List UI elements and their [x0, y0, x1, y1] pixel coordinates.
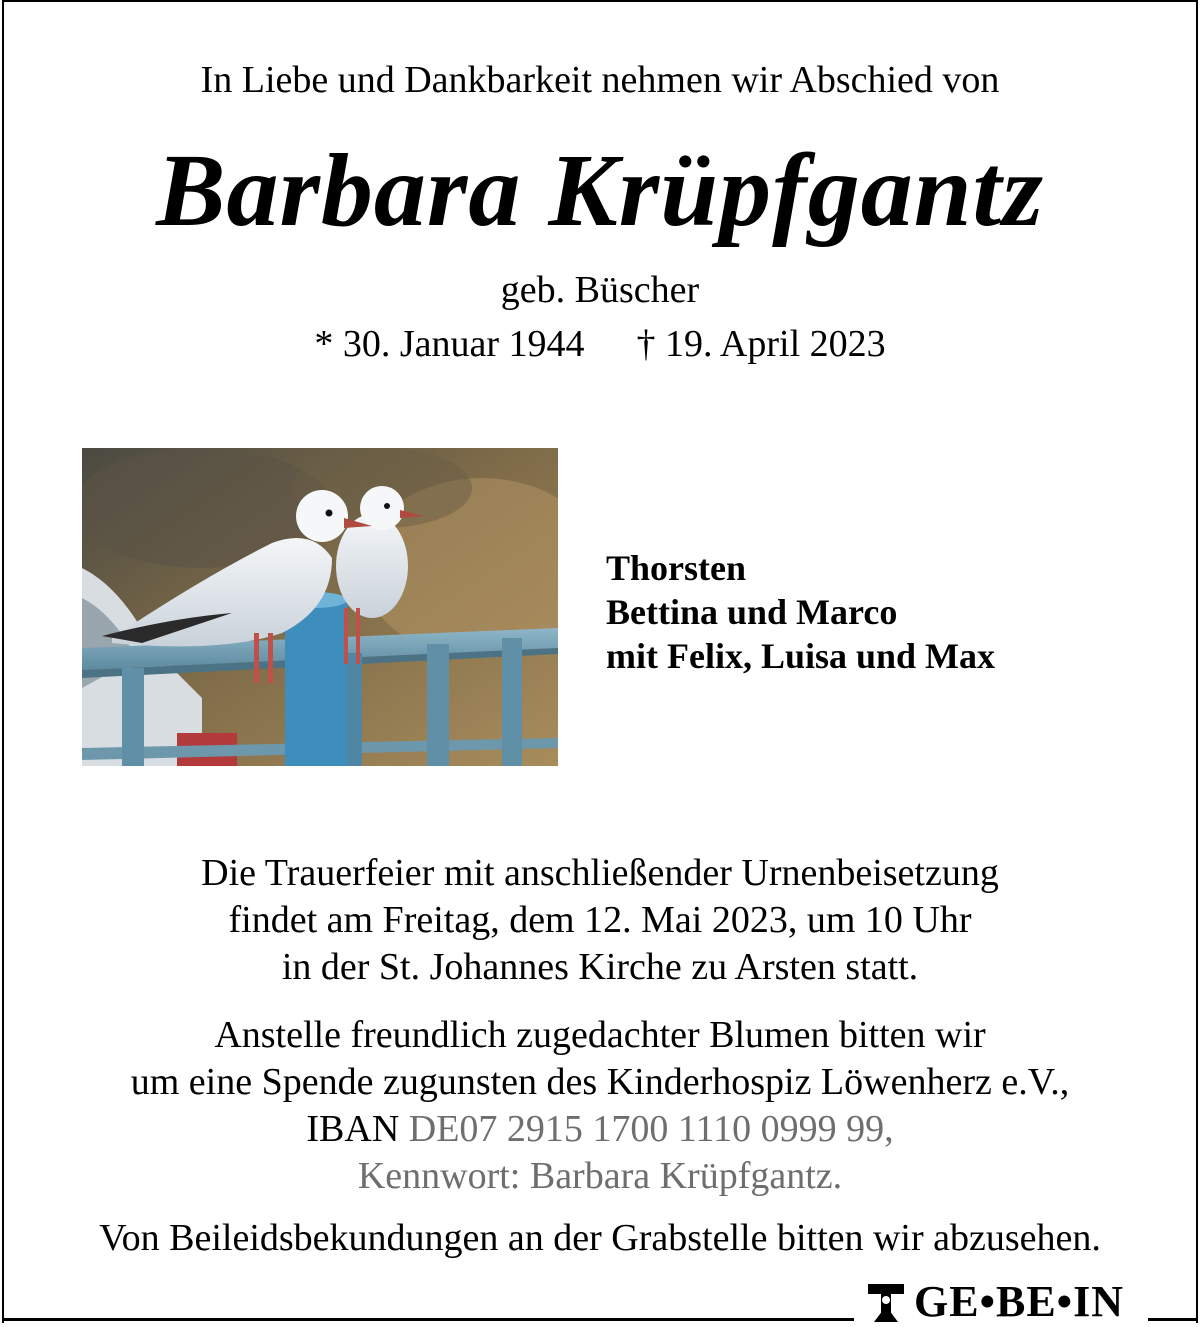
iban-label: IBAN — [306, 1108, 400, 1150]
iban-line — [4, 1106, 1196, 1153]
maiden-name: geb. Büscher — [500, 269, 700, 311]
donation-info — [4, 1012, 1196, 1200]
bottom-rule — [2, 1318, 854, 1321]
ceremony-line: in der St. Johannes Kirche zu Arsten statt. — [281, 946, 919, 988]
closing-line: Von Beileidsbekundungen an der Grabstelle bitten wir abzusehen. — [99, 1217, 1101, 1259]
obituary-notice — [2, 0, 1198, 1326]
bottom-rule-right — [1148, 1318, 1198, 1321]
mourners-list — [606, 546, 995, 678]
birth-date: * 30. Januar 1944 — [314, 323, 585, 365]
seagulls-photo — [82, 448, 558, 766]
donation-keyword: Kennwort: Barbara Krüpfgantz. — [357, 1155, 843, 1197]
donation-line: um eine Spende zugunsten des Kinderhospiz Löwenherz e.V., — [130, 1061, 1070, 1103]
logo-text: GE•BE•IN — [914, 1276, 1124, 1326]
iban-number: DE07 2915 1700 1110 0999 99, — [408, 1108, 894, 1150]
life-dates — [4, 322, 1196, 366]
intro-line: In Liebe und Dankbarkeit nehmen wir Abschied von — [200, 59, 1000, 101]
death-date: † 19. April 2023 — [636, 323, 886, 365]
donation-line: Anstelle freundlich zugedachter Blumen bitten wir — [214, 1014, 986, 1056]
cross-person-icon — [864, 1280, 908, 1322]
ceremony-info — [4, 850, 1196, 991]
ceremony-line: findet am Freitag, dem 12. Mai 2023, um 10 Uhr — [228, 899, 972, 941]
publisher-logo — [864, 1278, 1124, 1324]
mourner-line: Thorsten — [606, 548, 747, 588]
deceased-name: Barbara Krüpfgantz — [156, 133, 1044, 248]
mourner-line: mit Felix, Luisa und Max — [606, 636, 996, 676]
mourner-line: Bettina und Marco — [606, 592, 898, 632]
ceremony-line: Die Trauerfeier mit anschließender Urnenbeisetzung — [201, 852, 999, 894]
